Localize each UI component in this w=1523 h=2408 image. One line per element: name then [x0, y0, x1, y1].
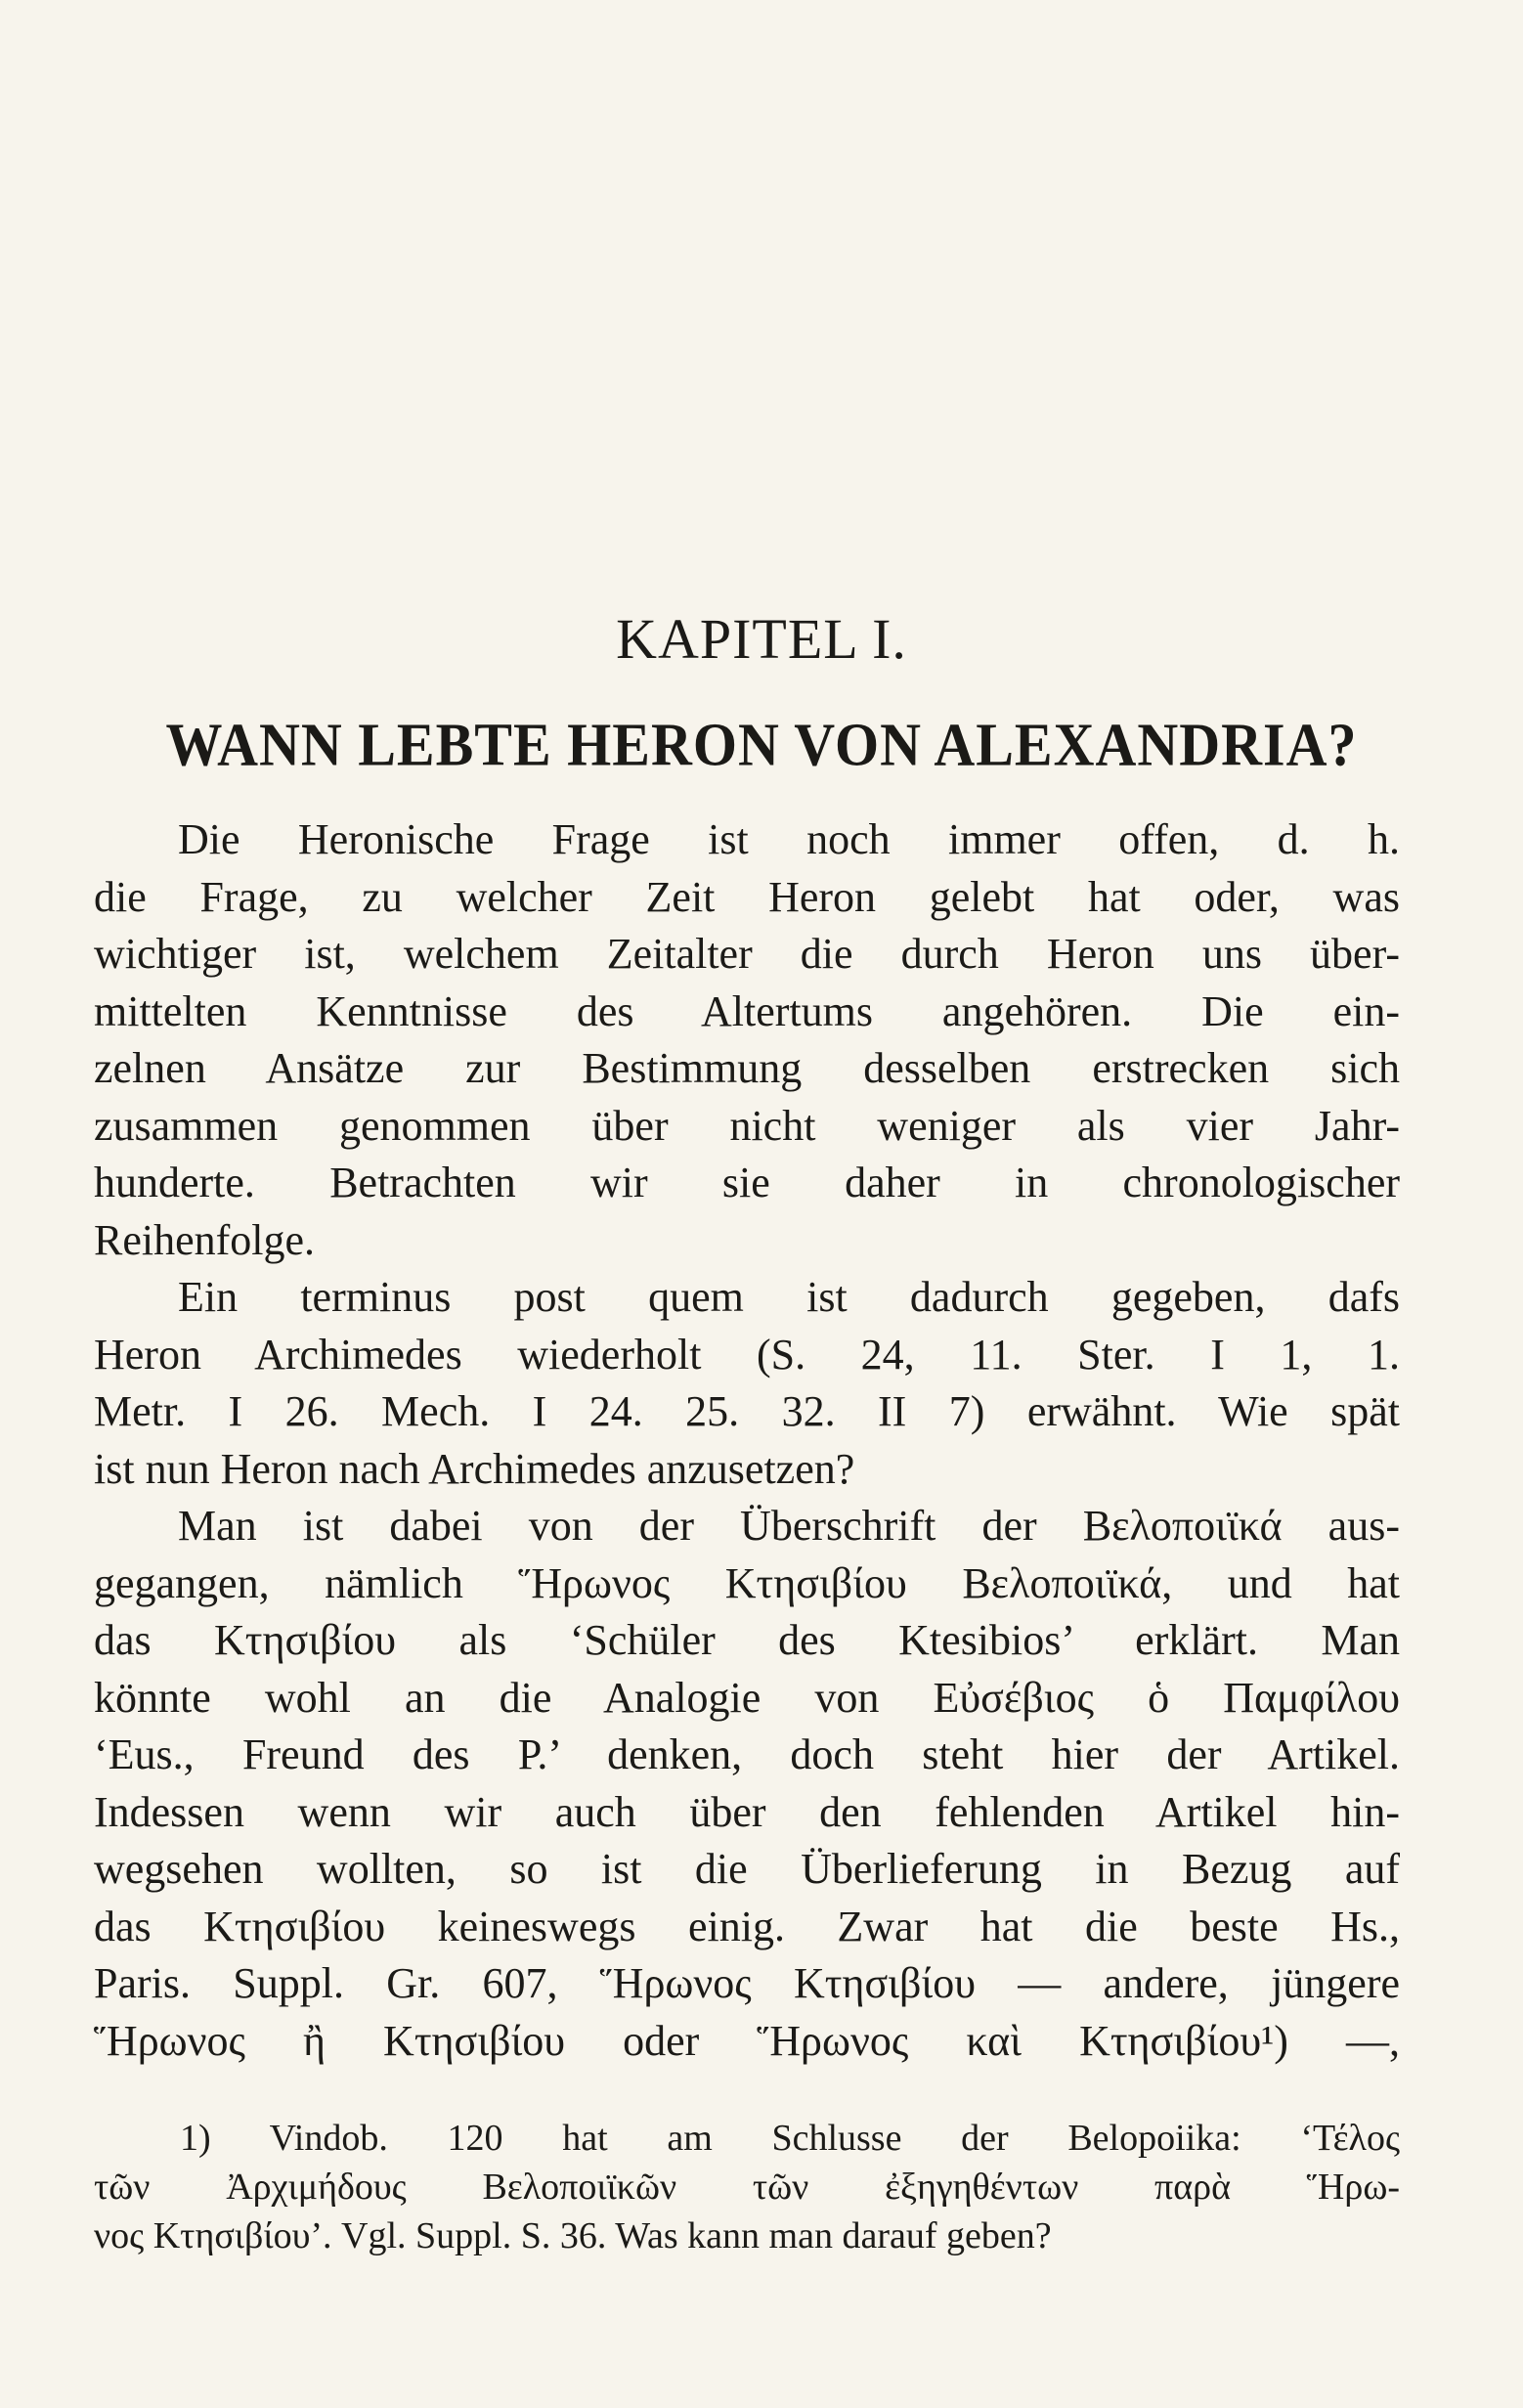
chapter-label: KAPITEL I.: [616, 607, 907, 671]
body-line: könnte wohl an die Analogie von Εὐσέβιος ὁ Παμφίλου: [94, 1673, 1400, 1722]
body-line: das Κτησιβίου keineswegs einig. Zwar hat die beste Hs.,: [94, 1902, 1400, 1950]
body-line: zusammen genommen über nicht weniger als vier Jahr-: [94, 1101, 1400, 1150]
body-line: die Frage, zu welcher Zeit Heron gelebt hat oder, was: [94, 872, 1400, 921]
body-line: Metr. I 26. Mech. I 24. 25. 32. II 7) erwähnt. Wie spät: [94, 1387, 1400, 1435]
body-line: das Κτησιβίου als ‘Schüler des Ktesibios’ erklärt. Man: [94, 1616, 1400, 1664]
body-line: gegangen, nämlich Ἥρωνος Κτησιβίου Βελοποιϊκά, und hat: [94, 1558, 1400, 1607]
body-line: ‘Eus., Freund des P.’ denken, doch steht hier der Artikel.: [94, 1730, 1400, 1778]
chapter-title: WANN LEBTE HERON VON ALEXANDRIA?: [165, 710, 1358, 779]
footnotes: [94, 2114, 1400, 2260]
body-text: [94, 811, 1400, 2070]
body-line: Reihenfolge.: [94, 1215, 316, 1264]
footnote-line: νος Κτησιβίου’. Vgl. Suppl. S. 36. Was kann man darauf geben?: [94, 2215, 1052, 2256]
body-line: wegsehen wollten, so ist die Überlieferung in Bezug auf: [94, 1845, 1400, 1893]
body-line: zelnen Ansätze zur Bestimmung desselben erstrecken sich: [94, 1044, 1400, 1092]
footnote-line: 1) Vindob. 120 hat am Schlusse der Belopoiika: ‘Τέλος: [180, 2118, 1400, 2159]
body-line: Heron Archimedes wiederholt (S. 24, 11. Ster. I 1, 1.: [94, 1330, 1400, 1379]
body-line: wichtiger ist, welchem Zeitalter die durch Heron uns über-: [94, 930, 1400, 978]
body-line: Die Heronische Frage ist noch immer offen, d. h.: [178, 815, 1400, 863]
body-line: mittelten Kenntnisse des Altertums angehören. Die ein-: [94, 986, 1400, 1035]
body-line: Ἥρωνος ἢ Κτησιβίου oder Ἥρωνος καὶ Κτησιβίου¹) —,: [94, 2016, 1400, 2065]
body-line: Man ist dabei von der Überschrift der Βελοποιϊκά aus-: [178, 1502, 1400, 1550]
body-line: Paris. Suppl. Gr. 607, Ἥρωνος Κτησιβίου — andere, jüngere: [94, 1959, 1400, 2007]
body-line: hunderte. Betrachten wir sie daher in chronologischer: [94, 1159, 1400, 1206]
footnote-line: τῶν Ἀρχιμήδους Βελοποιϊκῶν τῶν ἐξηγηθέντων παρὰ Ἥρω-: [94, 2167, 1400, 2208]
body-line: ist nun Heron nach Archimedes anzusetzen?: [94, 1444, 855, 1493]
body-line: Ein terminus post quem ist dadurch gegeben, dafs: [178, 1273, 1400, 1321]
body-line: Indessen wenn wir auch über den fehlenden Artikel hin-: [94, 1787, 1400, 1836]
